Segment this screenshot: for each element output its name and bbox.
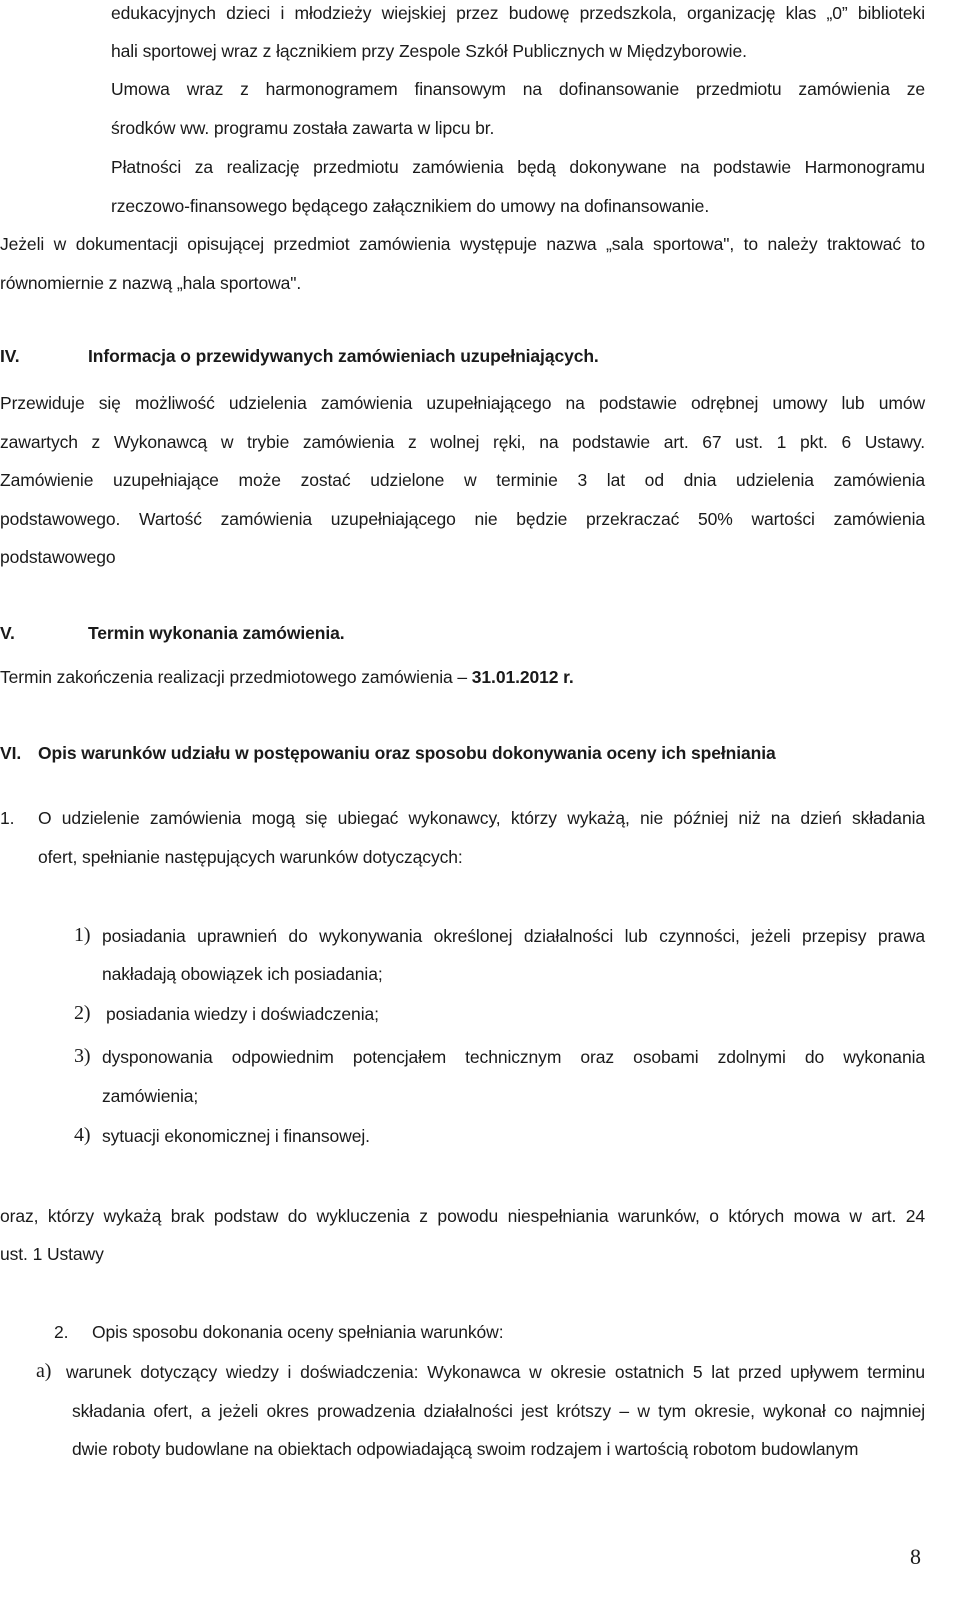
intro-line-6: rzeczowo-finansowego będącego załącznikiem do umowy na dofinansowanie. (111, 196, 710, 216)
point-2-number: 2. (54, 1322, 69, 1342)
list-item-1-line-1: posiadania uprawnień do wykonywania określonej działalności lub czynności, jeżeli przepisy prawa (102, 926, 925, 946)
subpoint-a-line-2: składania ofert, a jeżeli okres prowadzenia działalności jest krótszy – w tym okresie, wykonał co najmniej (72, 1401, 925, 1421)
section-iv-number: IV. (0, 346, 20, 366)
section-iv-line-1: Przewiduje się możliwość udzielenia zamówienia uzupełniającego na podstawie odrębnej umowy lub umów (0, 393, 925, 413)
subpoint-a-line-1: warunek dotyczący wiedzy i doświadczenia: Wykonawca w okresie ostatnich 5 lat przed upływem terminu (66, 1362, 925, 1382)
point-1-line-1: O udzielenie zamówienia mogą się ubiegać wykonawcy, którzy wykażą, nie później niż na dzień składania (38, 808, 925, 828)
section-v-date: 31.01.2012 r. (471, 667, 574, 687)
section-v-title: Termin wykonania zamówienia. (88, 623, 345, 643)
after-list-line-1: oraz, którzy wykażą brak podstaw do wykluczenia z powodu niespełniania warunków, o których mowa w art. 24 (0, 1206, 925, 1226)
section-iv-title: Informacja o przewidywanych zamówieniach uzupełniających. (88, 346, 599, 366)
list-item-1-number: 1) (74, 924, 91, 946)
list-item-2-number: 2) (74, 1002, 91, 1024)
point-1-number: 1. (0, 808, 15, 828)
section-v-text: Termin zakończenia realizacji przedmiotowego zamówienia – (0, 667, 472, 687)
list-item-4-number: 4) (74, 1124, 91, 1146)
subpoint-a-line-3: dwie roboty budowlane na obiektach odpowiadającą swoim rodzajem i wartością robotom budowlanym (72, 1439, 859, 1459)
intro-line-4: środków ww. programu została zawarta w lipcu br. (111, 118, 495, 138)
intro-line-1: edukacyjnych dzieci i młodzieży wiejskiej przez budowę przedszkola, organizację klas „0” biblioteki (111, 3, 925, 23)
section-vi-title: Opis warunków udziału w postępowaniu oraz sposobu dokonywania oceny ich spełniania (38, 743, 776, 763)
list-item-4-line-1: sytuacji ekonomicznej i finansowej. (102, 1126, 370, 1146)
section-iv-line-3: Zamówienie uzupełniające może zostać udzielone w terminie 3 lat od dnia udzielenia zamówienia (0, 470, 925, 490)
list-item-3-number: 3) (74, 1045, 91, 1067)
section-iv-line-5: podstawowego (0, 547, 116, 567)
intro-line-7: Jeżeli w dokumentacji opisującej przedmiot zamówienia występuje nazwa „sala sportowa", to należy traktować to (0, 234, 925, 254)
intro-line-5: Płatności za realizację przedmiotu zamówienia będą dokonywane na podstawie Harmonogramu (111, 157, 925, 177)
subpoint-a-label: a) (36, 1360, 52, 1382)
intro-line-2: hali sportowej wraz z łącznikiem przy Zespole Szkół Publicznych w Międzyborowie. (111, 41, 747, 61)
section-iv-line-4: podstawowego. Wartość zamówienia uzupełniającego nie będzie przekraczać 50% wartości zamówienia (0, 509, 925, 529)
point-1-line-2: ofert, spełnianie następujących warunków dotyczących: (38, 847, 463, 867)
section-iv-line-2: zawartych z Wykonawcą w trybie zamówienia z wolnej ręki, na podstawie art. 67 ust. 1 pkt. 6 Ustawy. (0, 432, 925, 452)
intro-line-3: Umowa wraz z harmonogramem finansowym na dofinansowanie przedmiotu zamówienia ze (111, 79, 925, 99)
section-v-number: V. (0, 623, 15, 643)
after-list-line-2: ust. 1 Ustawy (0, 1244, 104, 1264)
section-v-text-line (0, 666, 574, 688)
list-item-3-line-2: zamówienia; (102, 1086, 199, 1106)
page-number: 8 (910, 1544, 921, 1569)
list-item-3-line-1: dysponowania odpowiednim potencjałem technicznym oraz osobami zdolnymi do wykonania (102, 1047, 925, 1067)
list-item-2-line-1: posiadania wiedzy i doświadczenia; (106, 1004, 379, 1024)
section-vi-number: VI. (0, 743, 22, 763)
list-item-1-line-2: nakładają obowiązek ich posiadania; (102, 964, 383, 984)
point-2-title: Opis sposobu dokonania oceny spełniania warunków: (92, 1322, 504, 1342)
intro-line-8: równomiernie z nazwą „hala sportowa". (0, 273, 302, 293)
